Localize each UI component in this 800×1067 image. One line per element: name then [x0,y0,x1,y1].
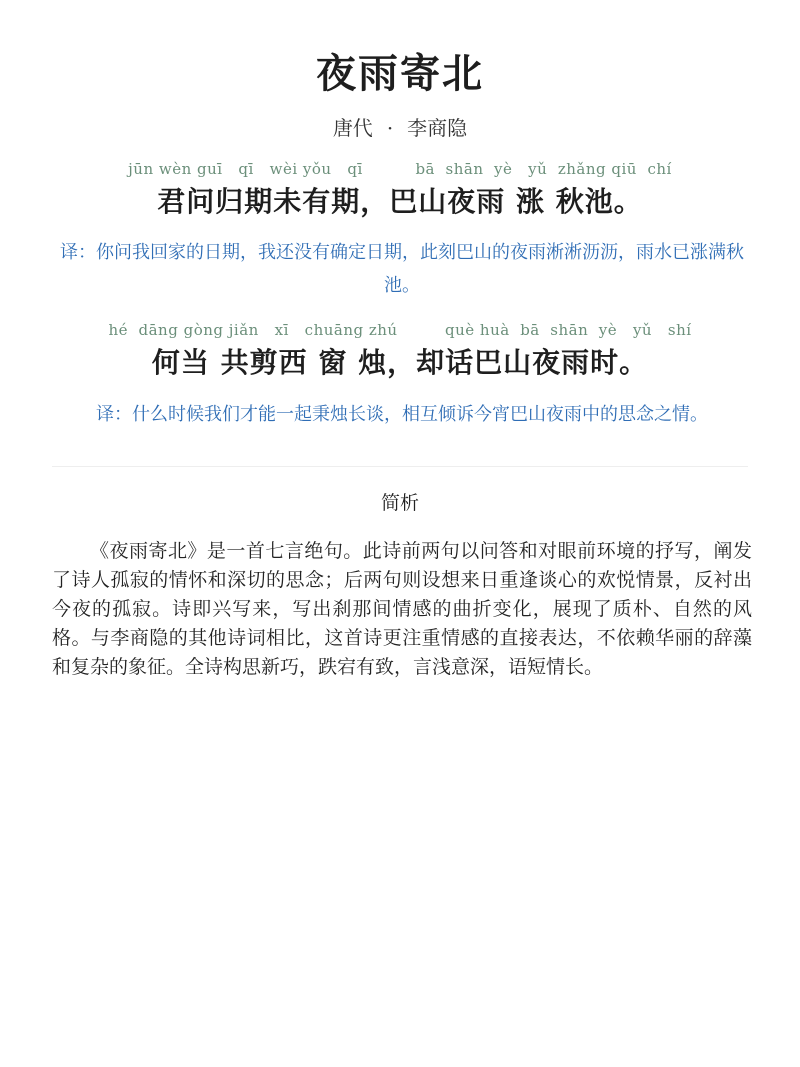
verse-1 [0,160,800,220]
translation-text: 什么时候我们才能一起秉烛长谈，相互倾诉今宵巴山夜雨中的思念之情。 [132,404,708,425]
verse-2-pinyin: hé dāng gòng jiǎn xī chuāng zhú què huà bā shān yè yǔ shí [108,321,692,339]
section-divider [52,466,748,467]
poem-byline [0,112,800,141]
analysis-heading: 简析 [380,492,419,514]
verse-2-translation [52,398,752,431]
translation-text: 你问我回家的日期，我还没有确定日期，此刻巴山的夜雨淅淅沥沥，雨水已涨满秋池。 [96,242,744,296]
verse-2 [0,321,800,381]
poem-title: 夜雨寄北 [316,50,484,97]
translation-label: 译： [60,242,96,263]
verse-1-pinyin: jūn wèn guī qī wèi yǒu qī bā shān yè yǔ zhǎng qiū chí [128,160,672,178]
author: 李商隐 [407,116,468,140]
verse-1-text: 君问归期未有期，巴山夜雨 涨 秋池。 [157,185,643,218]
separator-dot: · [386,116,394,140]
analysis-body: 《夜雨寄北》是一首七言绝句。此诗前两句以问答和对眼前环境的抒写，阐发了诗人孤寂的情怀和深切的思念；后两句则设想来日重逢谈心的欢悦情景，反衬出今夜的孤寂。诗即兴写来，写出刹那间情感的曲折变化，展现了质朴、自然的风格。与李商隐的其他诗词相比，这首诗更注重情感的直接表达，不依赖华丽的辞藻和复杂的象征。全诗构思新巧，跌宕有致，言浅意深，语短情长。 [52,540,752,678]
dynasty: 唐代 [332,116,373,140]
translation-label: 译： [96,404,132,425]
verse-2-text: 何当 共剪西 窗 烛，却话巴山夜雨时。 [151,346,649,379]
verse-1-translation [52,236,752,302]
